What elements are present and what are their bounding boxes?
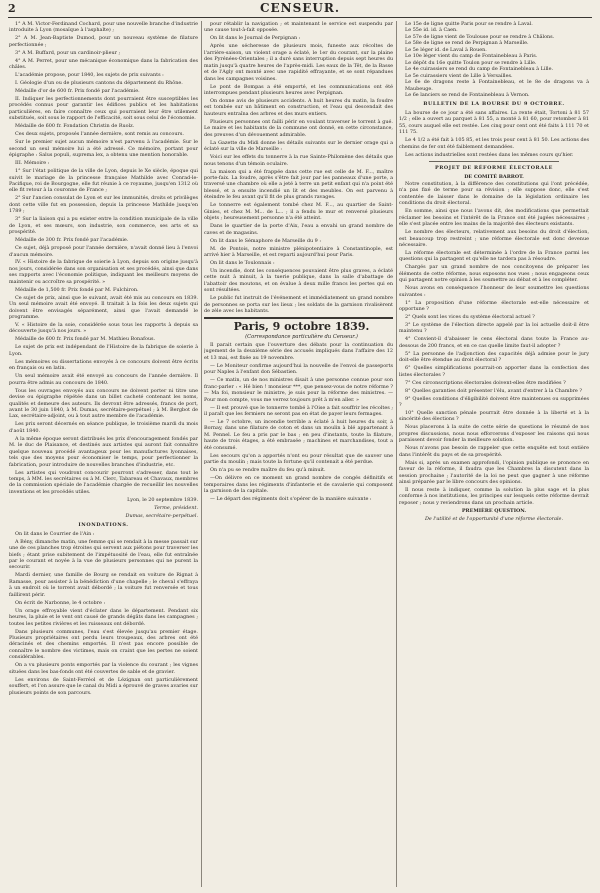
paragraph: Ce sujet de prix, ainsi que le suivant, avait été mis au concours en 1839. Un seul mémoire avait été envoyé. Il traitait à la fois les deux sujets qui doivent être envisagés séparément, ainsi que l'avait demandé le programme. [9, 294, 198, 321]
paragraph: Ces deux sujets, proposés l'année dernière, sont remis au concours. [15, 131, 184, 138]
section-rule [429, 161, 559, 162]
list-item: Le 6e de dragons reste à Fontainebleau, et le 8e de dragons va à Maubeuge. [405, 79, 589, 92]
paragraph: Nous avons en conséquence l'honneur de leur soumettre les questions suivantes : [399, 285, 589, 298]
inondations-article [9, 531, 198, 696]
list-item: Le 10e léger vient du camp de Fontainebleau à Paris. [405, 53, 538, 60]
paragraph: 5° La personne de l'adjonction des capacités déjà admise pour le jury doit-elle être étendue au droit électoral ? [399, 350, 589, 364]
paragraph: V. « Histoire de la soie, considérée sous tous les rapports à depuis sa découverte jusqu'à nos jours. » [9, 322, 198, 335]
paragraph: Notre constitution, à la différence des constitutions qui l'ont précédée, n'a pas fixé de terme pour sa révision ; elle suppose donc, elle s'est contentée de laisser dans le domaine de la législation ordinaire les conditions du droit électoral. [399, 180, 589, 207]
paragraph: III. Mémoire : [15, 160, 50, 167]
bourse-report [399, 110, 589, 158]
masthead: CENSEUR. [259, 1, 341, 15]
paragraph: Chargés par un grand nombre de nos concitoyens de préparer les éléments de cette réforme, nous exposons nos vues ; nous engageons ceux qui partagent notre opinion à les soumettre au débat et à les compléter. [399, 264, 589, 284]
paragraph: 8° Quelles garanties doit présenter l'élu, avant d'entrer à la Chambre ? [405, 387, 583, 394]
signature-secretary: Dumas, secrétaire-perpétuel. [125, 512, 198, 519]
paragraph: M. de Pontois, notre ministre plénipotentiaire à Constantinople, est arrivé hier à Marseille, et est reparti aujourd'hui pour Paris. [204, 245, 393, 258]
list-item: Le 5e léger id. de Laval à Rouen. [405, 46, 487, 53]
paragraph: Les prix seront décernés en séance publique, le troisième mardi du mois d'août 1840. [9, 421, 198, 434]
paris-news [204, 342, 393, 502]
paragraph: 10° Quelle sanction pénale pourrait être donnée à la liberté et à la sincérité des élections ? [399, 409, 589, 423]
signature-president: Terme, président. [154, 504, 198, 511]
paragraph: 1° La proposition d'une réforme électorale est-elle nécessaire et opportune ? [399, 299, 589, 313]
paragraph: Un seul mémoire avait été envoyé au concours de l'année dernière. Il pourra être admis au concours de 1840. [9, 373, 198, 386]
paragraph: La bourse de ce jour a été sans affaires. La rente était, Tortoni à 81 57 1/2 ; elle a ouvert au parquet à 81 55, a monté à 81 60, pour retomber à 81 55, cours auquel elle est restée. Les cinq pour cent ont été faits à 111 70 et 111 75. [399, 109, 589, 136]
paragraph: Le pont de Bompas a été emporté, et les communications ont été interrompues pendant plusieurs heures avec Perpignan. [204, 83, 393, 97]
paragraph: 9° Quelles conditions d'éligibilité doivent être maintenues ou supprimées ? [399, 395, 589, 409]
paris-dateline: Paris, 9 octobre 1839. [233, 319, 370, 333]
regiment-list [399, 21, 589, 98]
paragraph: Médaille de 600 fr. Prix fondé par M. Mathieu Bonafous. [15, 336, 156, 343]
place-date: Lyon, le 20 septembre 1839. [127, 496, 198, 503]
paragraph: 4° Convient-il d'abaisser le cens électoral dans toute la France au-dessous de 200 francs, et en ce cas quelle limite faut-il adopter ? [399, 336, 589, 349]
paragraph: Il parait certain que l'ouverture des débats pour la continuation du jugement de la deuxième série des accusés impliqués dans l'affaire des 12 et 13 mai, est fixée au 19 novembre. [204, 341, 393, 361]
paragraph: On a vu plusieurs ponts emportés par la violence du courant ; les vignes situées dans les bas-fonds ont été couvertes de sable et de gravier. [9, 662, 198, 675]
section-heading-inondations: INONDATIONS. [78, 522, 129, 529]
list-item: Le 15e de ligne quitte Paris pour se rendre à Laval. [405, 21, 533, 27]
paragraph: Les environs de Saint-Ferréol et de Lézignan ont particulièrement souffert, et l'on assure que le canal du Midi a éprouvé de graves avaries sur plusieurs points de son parcours. [9, 676, 198, 696]
paragraph: 1° Sur l'état politique de la ville de Lyon, depuis le Xe siècle, époque qui suivit le mariage de la princesse française Mathilde avec Conrad-le-Pacifique, roi de Bourgogne, elle fut réunie à ce royaume, jusqu'en 1312 où elle fit retour à la couronne de France ; [9, 168, 198, 194]
paragraph: Dans plusieurs communes, l'eau s'est élevée jusqu'au premier étage. Plusieurs propriétaires ont perdu leurs troupeaux, des arbres ont été déracinés et des chemins emportés. Il n'est pas encore possible de connaître le nombre des victimes, mais on craint que les pertes ne soient considérables. [9, 628, 198, 661]
paragraph: Plusieurs personnes ont failli périr en voulant traverser le torrent à gué. Le maire et les habitants de la commune ont donné, en cette circonstance, des preuves d'un dévouement admirable. [204, 118, 393, 138]
paragraph: 4° A M. Perret, pour une mécanique économique dans la fabrication des châles. [9, 57, 198, 71]
paragraph: Les secours qu'on a apportés n'ont eu pour résultat que de sauver une partie du moulin ; mais toute la fortune qu'il contenait a été perdue. [204, 452, 393, 466]
paragraph: 3° Sur la liaison qui a pu exister entre la condition municipale de la ville de Lyon, et ses mœurs, son industrie, son commerce, ses arts et sa prospérité. [9, 216, 198, 236]
paragraph: Le public fut instruit de l'événement et immédiatement un grand nombre de personnes se porta sur les lieux ; les soldats de la garnison rivalisèrent de zèle avec les habitants. [204, 295, 393, 315]
paragraph: Ce sujet, déjà proposé pour l'année dernière, n'avait donné lieu à l'envoi d'aucun mémoire. [9, 245, 198, 258]
paragraph: — Ce matin, un de nos ministres disait à une personne connue pour son franc-parler : « Hé bien ! monsieur ***, que pensez-vous de notre réforme ? — Ma foi, monsieur le ministre, je suis pour la réforme des ministres. — Pour mon compte, vous me verrez toujours prêt à m'en aller. » [204, 377, 393, 403]
bourse-heading: BULLETIN DE LA BOURSE DU 9 OCTOBRE. [423, 101, 565, 108]
reform-subheading: DE COMITÉ BARROT. [464, 173, 524, 180]
page-header [8, 2, 592, 18]
paragraph: 2° Sur l'ancien consulat de Lyon et sur les immunités, droits et privilèges dont cette ville fut en possession, depuis la princesse Mathilde jusqu'en 1789 ; [9, 195, 198, 215]
paragraph: Le 4 1/2 a été fait à 105 85, et les trois pour cent à 81 50. Les actions des chemins de fer ont été faiblement demandées. [399, 137, 589, 150]
paragraph: Après une sécheresse de plusieurs mois, funeste aux récoltes de l'arrière-saison, un violent orage a éclaté, le 1er du courant, sur la plaine des Pyrénées-Orientales ; il a duré sans interruption depuis sept heures du matin jusqu'à quatre heures de l'après-midi. Les eaux de la Têt, de la Basse et de l'Agly ont monté avec une rapidité effrayante, et se sont répandues dans les campagnes voisines. [204, 43, 393, 82]
paragraph: Nous n'avons pas besoin de rappeler que cette enquête est tout entière dans l'intérêt du pays et de sa prospérité. [399, 445, 589, 458]
reform-article [399, 181, 589, 506]
list-item: Le 55e id. id. à Caen. [405, 27, 458, 34]
paragraph: A la même époque seront distribués les prix d'encouragement fondés par M. le duc de Plaisance, et destinés aux artistes qui auront fait connaître quelque nouveau procédé avantageux pour les manufactures lyonnaises, tels que des moyens pour économiser le temps, pour perfectionner la fabrication, pour introduire de nouvelles branches d'industrie, etc. [9, 435, 198, 468]
paragraph: L'académie propose, pour 1840, les sujets de prix suivants : [15, 72, 164, 79]
paragraph: A Bény, dimanche matin, une femme qui se rendait à la messe passait sur une de ces planches trop étroites qui servent aux piétons pour traverser les biefs ; étant prise subitement de l'impétuosité de l'eau, elle fut entraînée par le courant et noyée à la vue de plusieurs personnes qui ne purent la secourir. [9, 538, 198, 571]
paragraph: La maison qui a été frappée dans cette rue est celle de M. F..., maître porte-faix. La foudre, après s'être fait jour par les panneaux d'une porte, a traversé une chambre où elle a jeté à terre un petit enfant qui n'a point été blessé, et a ensuite incendié un lit et des meubles. On est parvenu à éteindre le feu avant qu'il fit de plus grands ravages. [204, 168, 393, 201]
paragraph: 7° Ces circonscriptions électorales doivent-elles être modifiées ? [405, 379, 566, 386]
column-3 [399, 21, 589, 889]
paragraph: On lit dans le Journal de Perpignan : [210, 35, 301, 42]
question-heading: PREMIÈRE QUESTION. [461, 508, 527, 515]
paragraph: On lit dans le Toulonnais : [210, 259, 275, 266]
paragraph: Voici sur les effets du tonnerre à la rue Sainte-Philomène des détails que nous tenons d'un témoin oculaire. [204, 154, 393, 167]
paragraph: — Il est prouvé que le tonnerre tombé à l'Oise a fait souffrir les récoltes ; il paraît que les fermiers ne seront pas en état de payer leurs fermages. [204, 404, 393, 418]
paragraph: Médaille d'or de 600 fr. Prix fondé par l'académie. [15, 88, 140, 95]
list-item: Le 6e lanciers se rend de Fontainebleau à Vernon. [405, 91, 530, 98]
list-item: Le 4e cuirassiers se rend du camp de Fontainebleau à Lille. [405, 66, 554, 73]
paragraph: La réforme électorale est déterminée à l'ordre de la France parmi les questions qui la partagent et qu'elle ne tardera pas à résoudre. [399, 250, 589, 263]
column-rule [201, 21, 202, 887]
reform-heading: PROJET DE RÉFORME ÉLECTORALE [434, 165, 553, 172]
paragraph: La Gazette du Midi donne les détails suivants sur le dernier orage qui a éclaté sur la ville de Marseille : [204, 139, 393, 153]
regional-news [204, 21, 393, 315]
paragraph: On n'a pu se rendre maître du feu qu'à minuit. [210, 467, 326, 474]
paragraph: On écrit de Narbonne, le 4 octobre : [15, 599, 106, 606]
paragraph: Le sujet de prix est indépendant de l'Histoire de la fabrique de soierie à Lyon. [9, 344, 198, 357]
paragraph: Nous placerons à la suite de cette série de questions le résumé de nos propres discussions, nous nous efforcerons d'exposer les raisons qui nous paraissent devoir fonder la meilleure solution. [399, 424, 589, 444]
paragraph: Dans le quartier de la porte d'Aix, l'eau a envahi un grand nombre de caves et de magasins. [204, 223, 393, 236]
paragraph: 1° A M. Victor-Ferdinand Cochard, pour une nouvelle branche d'industrie introduite à Lyon (mosaïque à l'asphalte) ; [9, 21, 198, 34]
paragraph: On lit dans le Courrier de l'Ain : [15, 530, 95, 537]
paragraph: Médaille de 300 fr. Prix fondé par l'académie. [15, 237, 129, 244]
paragraph: 2° A M. Jean-Baptiste Dumod, pour un nouveau système de filature perfectionnée ; [9, 35, 198, 48]
paragraph: Un orage effroyable vient d'éclater dans le département. Pendant six heures, la pluie et le vent ont causé de grands dégâts dans les campagnes ; toutes les petites rivières et les ruisseaux ont débordé. [9, 607, 198, 627]
column-rule [396, 21, 397, 887]
list-item: Le 57e de ligne vient de Toulouse pour se rendre à Châlons. [405, 33, 555, 40]
column-1 [9, 21, 198, 889]
paragraph: Mais si, après un examen approfondi, l'opinion publique se prononce en faveur de la réforme, il faudra que les Chambres la discutent dans la session prochaine ; l'autorité de la loi ne peut que gagner à une réforme ainsi préparée par le libre concours des opinions. [399, 459, 589, 485]
paragraph: Le tonnerre est également tombé chez M. F..., au quartier de Saint-Ginies, et chez M. M... de L... ; il a fendu le mur et renversé plusieurs objets ; heureusement personne n'a été atteint. [204, 202, 393, 222]
paragraph: Un incendie, dont les conséquences pouvaient être plus graves, a éclaté cette nuit à minuit, à la tuerie publique, dans la salle d'abattage de l'abattoir des moutons, et on évalue à deux mille francs les pertes qui en sont résultées. [204, 267, 393, 294]
list-item: Le dépôt du 16e quitte Toulon pour se rendre à Lille. [405, 59, 537, 66]
paragraph: On donne avis de plusieurs accidents. A huit heures du matin, la foudre est tombée sur un bâtiment en construction, et l'eau qui descendait des hauteurs entraîna des arbres et des murs entiers. [204, 97, 393, 117]
paragraph: —On délivre en ce moment un grand nombre de congés définitifs et temporaires dans les régiments d'infanterie et de cavalerie qui composent la garnison de la capitale. [204, 475, 393, 494]
paragraph: — Le Moniteur confirme aujourd'hui la nouvelle de l'envoi de passeports pour Naples à l'enfant don Sébastien. [204, 362, 393, 376]
paragraph: En somme, ainsi que nous l'avons dit, des modifications que permettait réclamer les besoins et l'intérêt de la France ont été jugées nécessaires ; elle s'est placée entre les mains de la majorité des électeurs existants. [399, 208, 589, 228]
paragraph: Tous les ouvrages envoyés aux concours ne doivent porter ni titre une devise ou épigraphe répétée dans un billet cacheté contenant les noms, qualités et demeure des auteurs. Ils devront être adressés, francs de port, avant le 30 juin 1840, à M. Dumas, secrétaire-perpétuel ; à M. Bergbot de Lax, secrétaire-adjoint, ou à tout autre membre de l'académie. [9, 387, 198, 420]
question-subheading: De l'utilité et de l'opportunité d'une réforme électorale. [424, 515, 564, 522]
correspondence-note: (Correspondance particulière du Censeur.) [245, 334, 358, 341]
header-rule [8, 17, 592, 18]
paragraph: IV. « Histoire de la fabrique de soierie à Lyon, depuis son origine jusqu'à nos jours, considérée dans son organisation et ses procédés, ainsi que dans ses rapports avec l'économie politique, indiquant les meilleurs moyens de maintenir ou accroître sa prospérité. » [9, 259, 198, 285]
dateline-rule [204, 317, 393, 319]
paragraph: Médaille de 600 fr. Fondation Christin de Ruolz. [15, 123, 135, 130]
paragraph: 6° Quelles simplifications pourrait-on apporter dans la confection des listes électorales ? [399, 365, 589, 378]
list-item: Le 58e de ligne se rend de Perpignan à Marseille. [405, 40, 529, 47]
paragraph: I. Géologie d'un ou de plusieurs cantons du département du Rhône. [15, 80, 183, 87]
academy-announcement [9, 21, 198, 495]
paragraph: 3° Le système de l'élection directe appelé par la loi actuelle doit-il être maintenu ? [399, 322, 589, 335]
paragraph: Sur le premier sujet aucun mémoire n'est parvenu à l'académie. Sur le second un seul mémoire lui a été adressé. Ce mémoire, portant pour épigraphe : Salus populi, suprema lex, a obtenu une mention honorable. [9, 139, 198, 159]
column-2 [204, 21, 393, 889]
list-item: Le 5e cuirassiers vient de Lille à Versailles. [405, 72, 513, 79]
paragraph: — Le 7 octobre, un incendie terrible a éclaté à huit heures du soir, à Bornay, dans une filature de coton et dans un moulin à blé appartenant à M. Pennel. Le feu a pris par le bas ; en peu d'instants, toute la filature, haute de trois étages, a été embrasée ; machines et marchandises, tout a été consumé. [204, 418, 393, 451]
paragraph: Il nous reste à indiquer, comme la solution la plus sage et la plus conforme à nos institutions, les principes sur lesquels cette réforme devrait reposer ; nous y reviendrons dans un prochain article. [399, 486, 589, 506]
paragraph: pour rétablir la navigation ; et maintenant le service est suspendu par une cause tout-à-fait opposée. [204, 21, 393, 34]
paragraph: Les actions industrielles sont restées dans les mêmes cours qu'hier. [405, 151, 574, 158]
paragraph: Médaille de 1,500 fr. Prix fondé par M. Fulchiron. [15, 286, 139, 293]
paragraph: 2° Quels sont les vices du système électoral actuel ? [405, 314, 535, 321]
page-number: 2 [8, 2, 16, 15]
paragraph: — Le départ des régiments doit s'opérer de la manière suivante : [210, 495, 372, 502]
paragraph: Mardi dernier, une famille de Bourg se rendait en voiture de Rignat à Ramasse, pour assister à la bénédiction d'une chapelle ; le cheval s'effraya à un endroit où le torrent avait débordé ; la voiture fut renversée et tous faillirent périr. [9, 572, 198, 598]
paragraph: On lit dans le Sémaphore de Marseille du 9 : [210, 237, 321, 244]
paragraph: II. Indiquer les perfectionnements dont pourraient être susceptibles les procédés connus pour garantir les édifices publics et les habitations particulières, en faire connaître ceux qui pourraient leur être utilement substitués, soit sous le rapport de l'efficacité, soit sous celui de l'économie. [9, 96, 198, 122]
paragraph: Les mémoires ou dissertations envoyés à ce concours doivent être écrits en français ou en latin. [9, 358, 198, 372]
paragraph: Les artistes qui voudront concourir pourront s'adresser, dans tout le temps, à MM. les secrétaires ou à M. Clerc, Tabareau et Chavaux, membres de la commission spéciale de l'académie chargée de recueillir les nouvelles inventions et les procédés utiles. [9, 469, 198, 495]
paragraph: 3° A M. Buffard, pour un cardinoir-plieur ; [15, 49, 121, 56]
paragraph: Le nombre des électeurs, relativement aux besoins du droit d'élection, est beaucoup trop restreint ; une réforme électorale est donc devenue nécessaire. [399, 229, 589, 249]
